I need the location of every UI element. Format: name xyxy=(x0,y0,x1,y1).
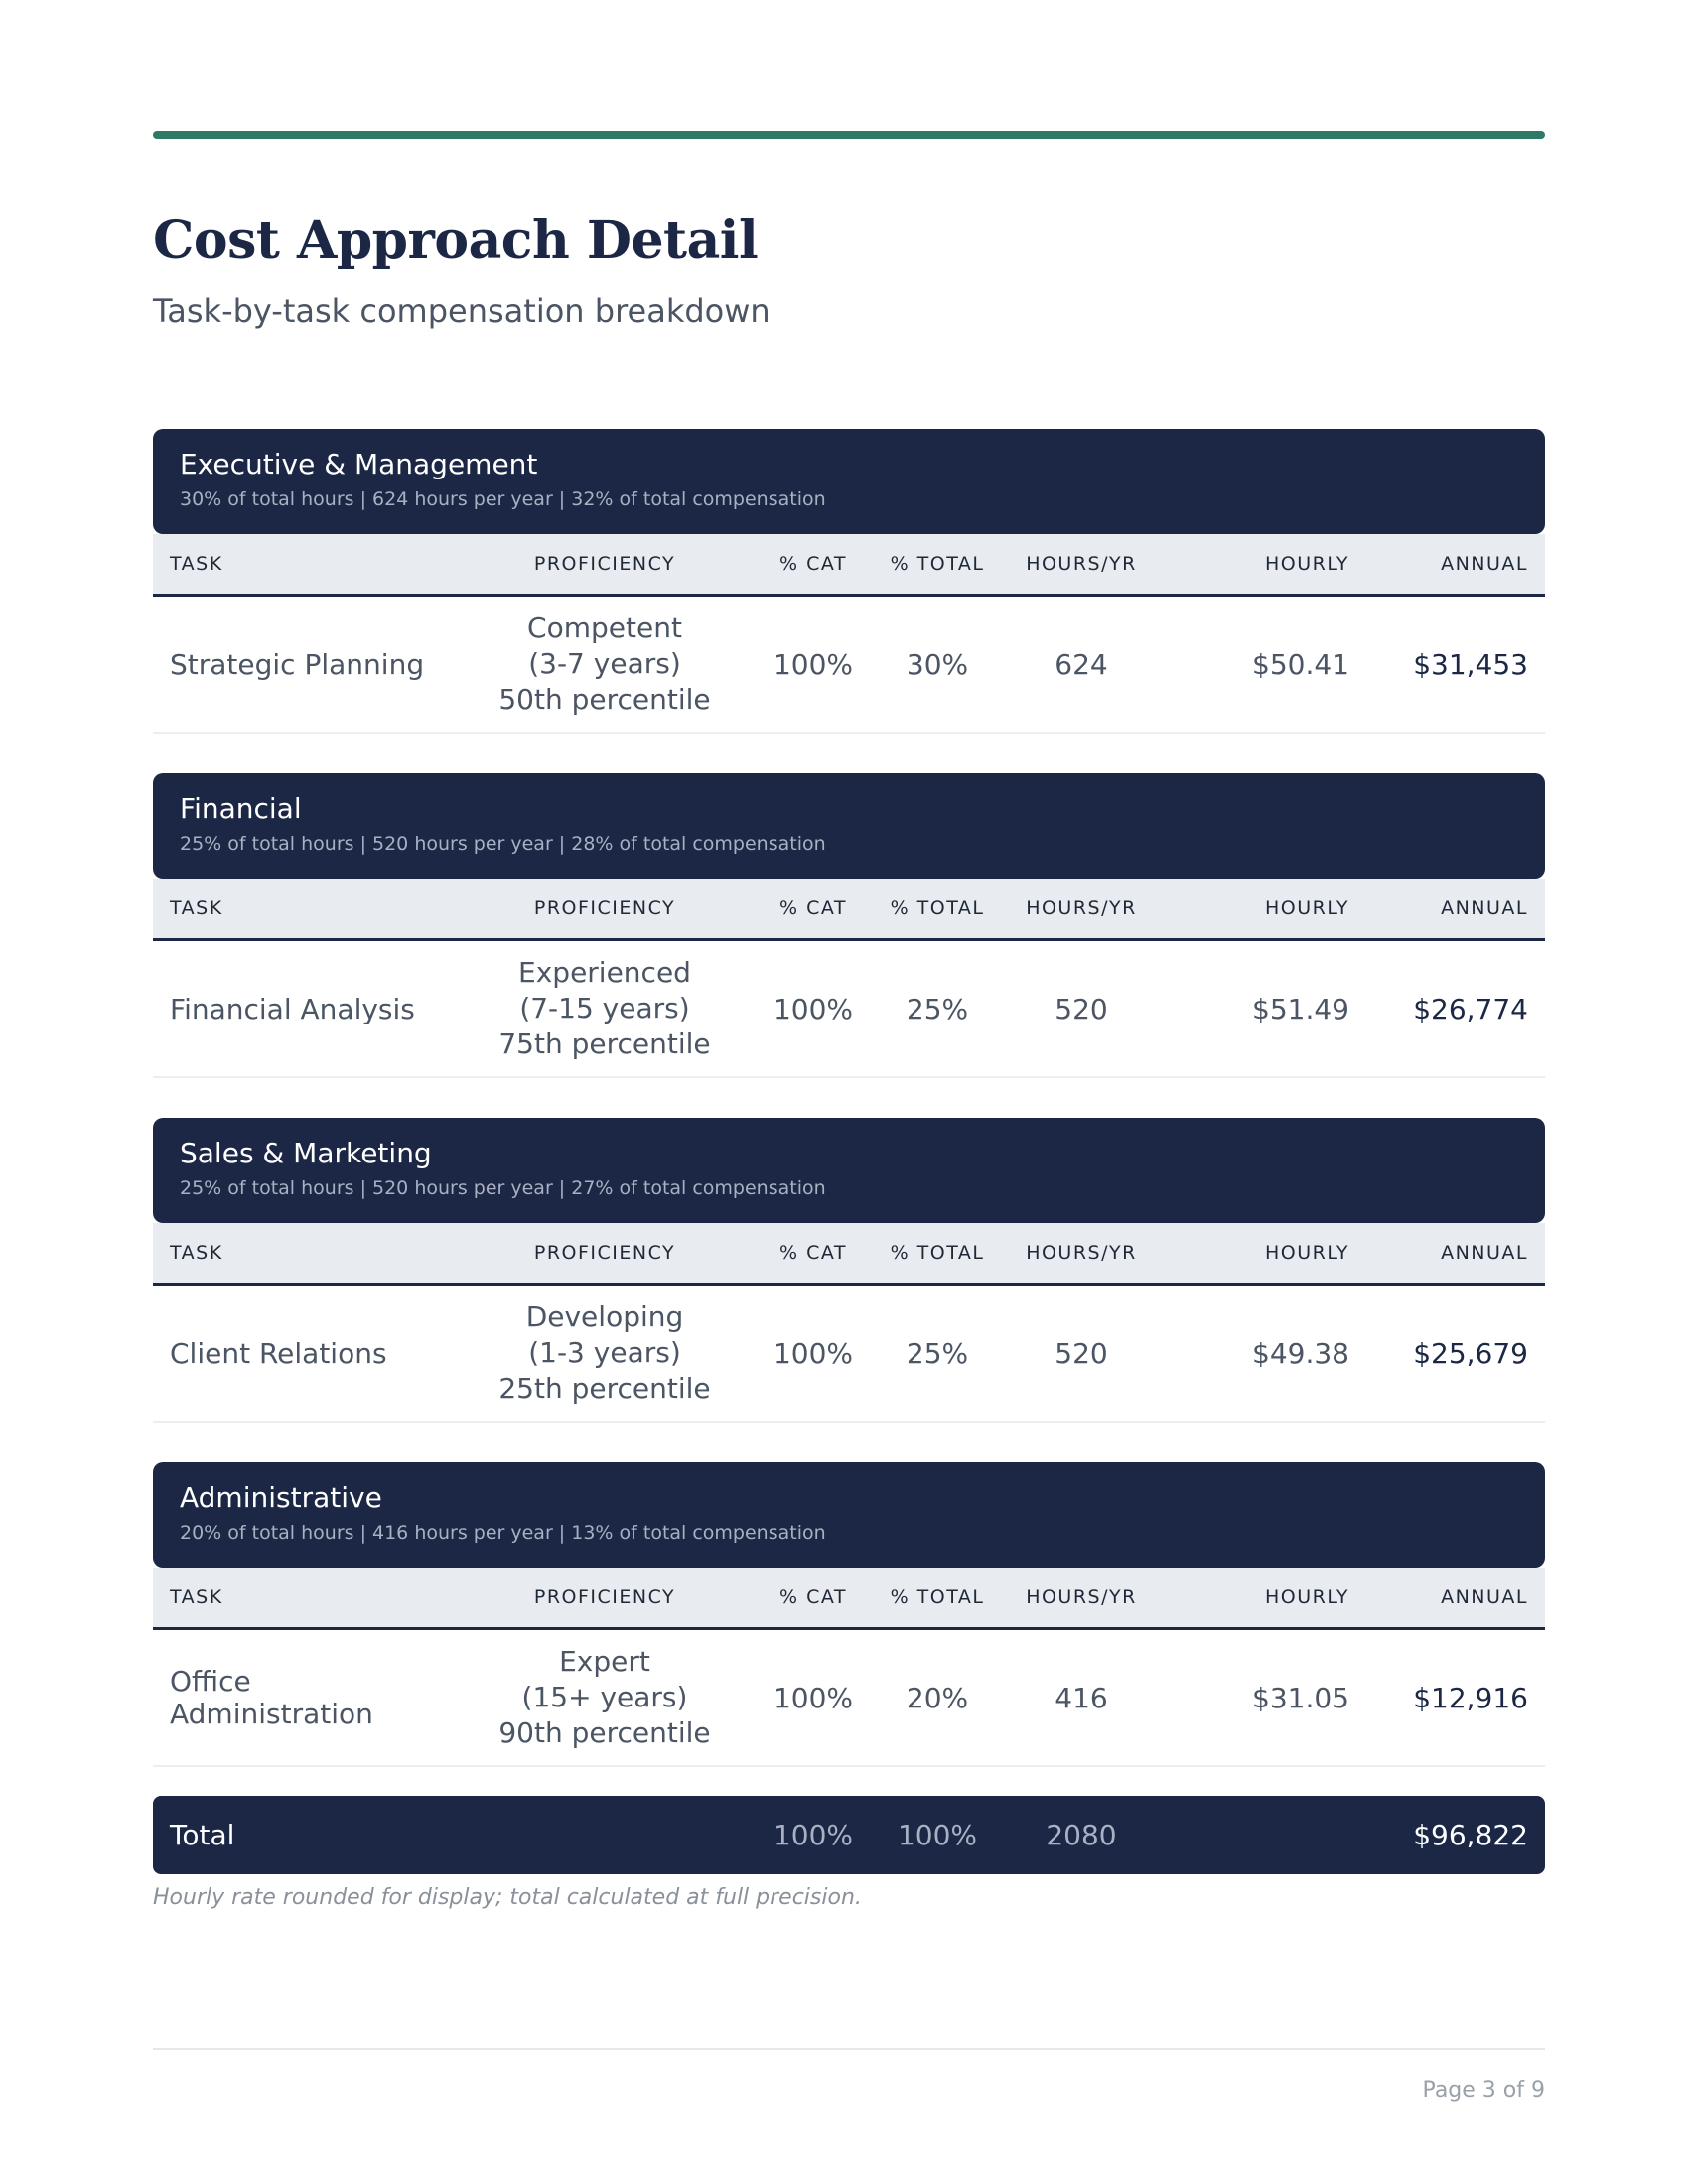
proficiency-level: Developing xyxy=(525,1300,684,1333)
category-header xyxy=(153,1118,1545,1223)
hours-value: 624 xyxy=(1055,647,1108,681)
footer-divider xyxy=(153,2048,1545,2050)
proficiency-percentile: 25th percentile xyxy=(498,1372,711,1405)
page-subtitle: Task-by-task compensation breakdown xyxy=(153,292,771,330)
table-row xyxy=(153,1630,1545,1767)
pct-cat-value: 100% xyxy=(773,647,854,681)
proficiency-years: (1-3 years) xyxy=(528,1336,681,1369)
proficiency-percentile: 50th percentile xyxy=(498,683,711,716)
pct-total-value: 25% xyxy=(906,1336,969,1370)
column-header-row xyxy=(153,1568,1545,1630)
task-name: Office Administration xyxy=(170,1665,373,1730)
proficiency-years: (15+ years) xyxy=(521,1681,688,1713)
col-hourly: HOURLY xyxy=(1264,897,1349,919)
category-meta: 25% of total hours | 520 hours per year | 27% of total compensation xyxy=(180,1177,826,1199)
col-task: TASK xyxy=(170,1586,223,1608)
pct-total-value: 20% xyxy=(906,1681,969,1714)
annual-value: $12,916 xyxy=(1413,1681,1528,1714)
total-label: Total xyxy=(170,1819,235,1851)
category-name: Administrative xyxy=(180,1481,382,1514)
category-meta: 20% of total hours | 416 hours per year | 13% of total compensation xyxy=(180,1522,826,1544)
col-pct-total: % TOTAL xyxy=(890,897,985,919)
pct-total-value: 30% xyxy=(906,647,969,681)
table-row xyxy=(153,1286,1545,1423)
category-section-financial xyxy=(153,773,1545,1078)
category-name: Financial xyxy=(180,792,302,825)
col-task: TASK xyxy=(170,1242,223,1264)
proficiency-level: Expert xyxy=(559,1645,650,1678)
col-proficiency: PROFICIENCY xyxy=(533,1242,676,1264)
col-pct-cat: % CAT xyxy=(779,1586,847,1608)
col-hourly: HOURLY xyxy=(1264,1586,1349,1608)
hours-value: 520 xyxy=(1055,992,1108,1025)
col-annual: ANNUAL xyxy=(1441,897,1528,919)
proficiency-years: (7-15 years) xyxy=(519,992,690,1024)
col-hours: HOURS/YR xyxy=(1026,897,1137,919)
proficiency-level: Competent xyxy=(527,612,682,644)
task-name: Strategic Planning xyxy=(170,647,425,681)
page-number: Page 3 of 9 xyxy=(1422,2078,1545,2103)
col-hourly: HOURLY xyxy=(1264,1242,1349,1264)
category-name: Executive & Management xyxy=(180,448,538,480)
col-task: TASK xyxy=(170,897,223,919)
page-title: Cost Approach Detail xyxy=(153,210,759,271)
hours-value: 520 xyxy=(1055,1336,1108,1370)
col-task: TASK xyxy=(170,553,223,575)
category-name: Sales & Marketing xyxy=(180,1137,432,1169)
col-hours: HOURS/YR xyxy=(1026,553,1137,575)
proficiency-cell xyxy=(451,611,759,718)
proficiency-level: Experienced xyxy=(518,956,691,989)
col-pct-total: % TOTAL xyxy=(890,1242,985,1264)
col-pct-total: % TOTAL xyxy=(890,553,985,575)
proficiency-percentile: 90th percentile xyxy=(498,1716,711,1749)
category-meta: 30% of total hours | 624 hours per year | 32% of total compensation xyxy=(180,488,826,510)
col-annual: ANNUAL xyxy=(1441,1586,1528,1608)
col-hours: HOURS/YR xyxy=(1026,1586,1137,1608)
annual-value: $25,679 xyxy=(1413,1336,1528,1370)
footnote: Hourly rate rounded for display; total calculated at full precision. xyxy=(153,1885,862,1910)
task-name: Financial Analysis xyxy=(170,992,415,1025)
proficiency-cell xyxy=(451,1644,759,1751)
hourly-value: $51.49 xyxy=(1252,992,1349,1025)
hourly-value: $31.05 xyxy=(1252,1681,1349,1714)
pct-cat-value: 100% xyxy=(773,1681,854,1714)
total-pct-total: 100% xyxy=(897,1819,978,1851)
col-pct-cat: % CAT xyxy=(779,1242,847,1264)
proficiency-cell xyxy=(451,955,759,1062)
task-name: Client Relations xyxy=(170,1336,387,1370)
col-proficiency: PROFICIENCY xyxy=(533,897,676,919)
hours-value: 416 xyxy=(1055,1681,1108,1714)
table-row xyxy=(153,597,1545,734)
proficiency-years: (3-7 years) xyxy=(528,647,681,680)
col-pct-cat: % CAT xyxy=(779,897,847,919)
col-pct-total: % TOTAL xyxy=(890,1586,985,1608)
category-header xyxy=(153,773,1545,879)
proficiency-cell xyxy=(451,1299,759,1407)
annual-value: $26,774 xyxy=(1413,992,1528,1025)
annual-value: $31,453 xyxy=(1413,647,1528,681)
col-proficiency: PROFICIENCY xyxy=(533,1586,676,1608)
column-header-row xyxy=(153,1223,1545,1286)
category-header xyxy=(153,429,1545,534)
category-section-executive xyxy=(153,429,1545,734)
top-accent-rule xyxy=(153,131,1545,139)
col-annual: ANNUAL xyxy=(1441,553,1528,575)
category-section-sales-marketing xyxy=(153,1118,1545,1423)
hourly-value: $49.38 xyxy=(1252,1336,1349,1370)
col-annual: ANNUAL xyxy=(1441,1242,1528,1264)
hourly-value: $50.41 xyxy=(1252,647,1349,681)
pct-total-value: 25% xyxy=(906,992,969,1025)
total-row xyxy=(153,1796,1545,1874)
column-header-row xyxy=(153,879,1545,941)
total-hours: 2080 xyxy=(1046,1819,1117,1851)
category-meta: 25% of total hours | 520 hours per year | 28% of total compensation xyxy=(180,833,826,855)
total-pct-cat: 100% xyxy=(773,1819,854,1851)
col-hours: HOURS/YR xyxy=(1026,1242,1137,1264)
pct-cat-value: 100% xyxy=(773,1336,854,1370)
pct-cat-value: 100% xyxy=(773,992,854,1025)
category-section-administrative xyxy=(153,1462,1545,1767)
proficiency-percentile: 75th percentile xyxy=(498,1027,711,1060)
total-annual: $96,822 xyxy=(1413,1819,1528,1851)
col-proficiency: PROFICIENCY xyxy=(533,553,676,575)
column-header-row xyxy=(153,534,1545,597)
table-row xyxy=(153,941,1545,1078)
col-hourly: HOURLY xyxy=(1264,553,1349,575)
col-pct-cat: % CAT xyxy=(779,553,847,575)
category-header xyxy=(153,1462,1545,1568)
